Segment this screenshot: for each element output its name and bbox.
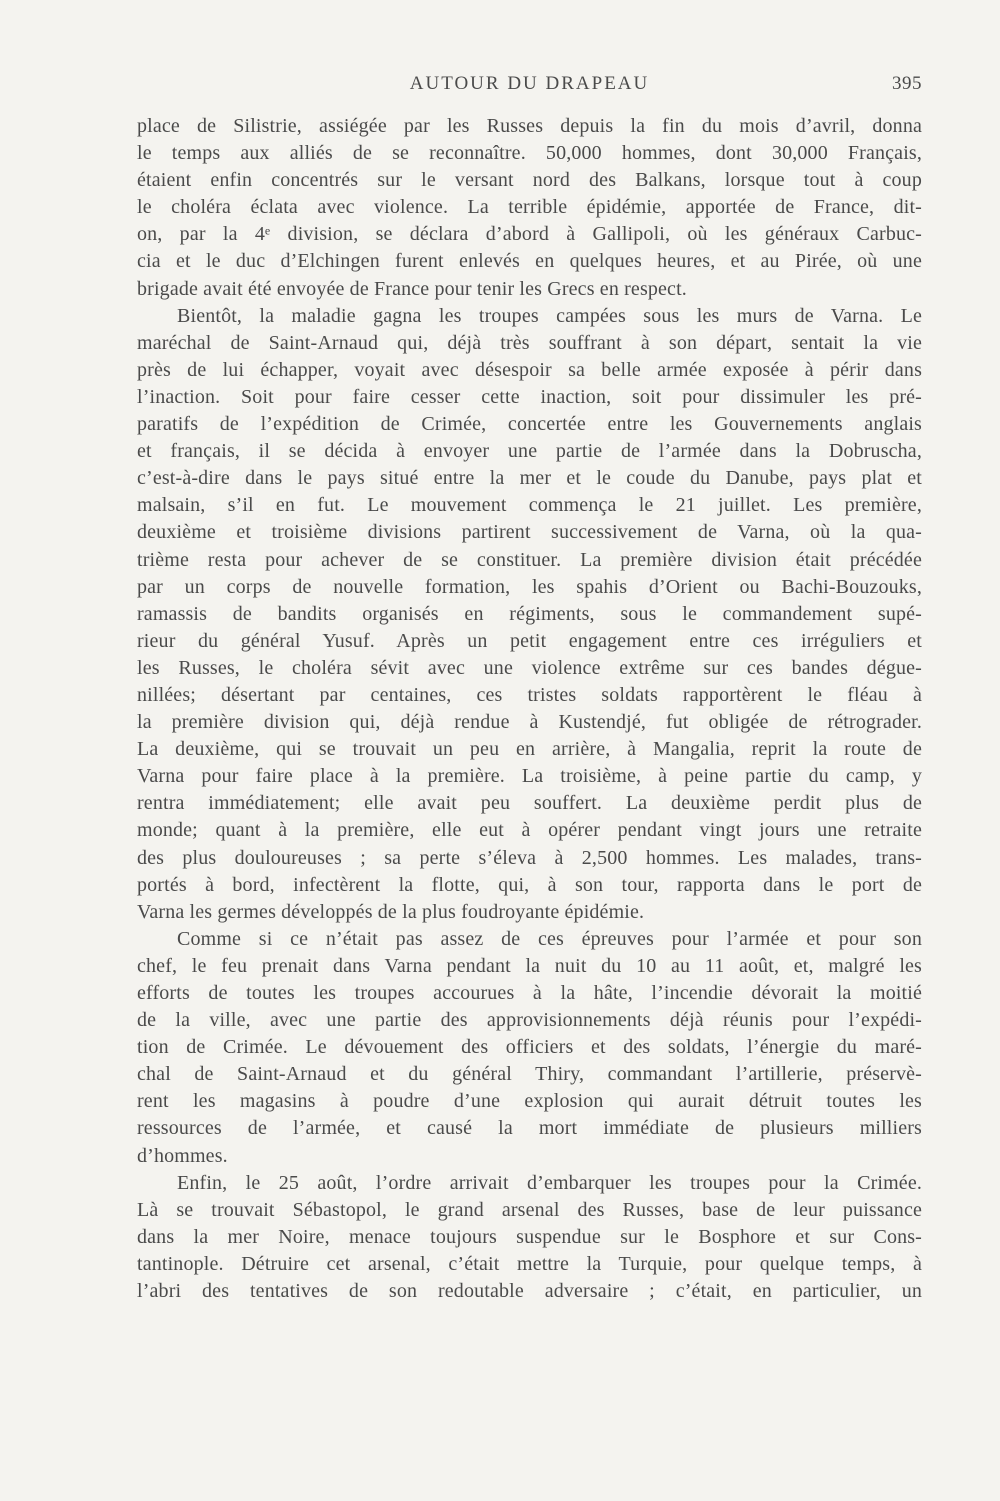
text-line: le choléra éclata avec violence. La terrible épidémie, apportée de France, dit- [137,196,922,219]
paragraph-2 [137,303,922,926]
text-line: nillées; désertant par centaines, ces tristes soldats rapportèrent le fléau à [137,683,922,706]
text-line: par un corps de nouvelle formation, les spahis d’Orient ou Bachi-Bouzouks, [137,575,922,598]
text-line: tion de Crimée. Le dévouement des officiers et des soldats, l’énergie du maré- [137,1036,922,1059]
text-line: La deuxième, qui se trouvait un peu en arrière, à Mangalia, reprit la route de [137,738,922,761]
text-line: et français, il se décida à envoyer une partie de l’armée dans la Dobruscha, [137,440,922,463]
text-line: rentra immédiatement; elle avait peu souffert. La deuxième perdit plus de [137,792,922,815]
text-line: d’hommes. [137,1144,228,1167]
text-line: c’est-à-dire dans le pays situé entre la mer et le coude du Danube, pays plat et [137,467,922,490]
text-line: Enfin, le 25 août, l’ordre arrivait d’embarquer les troupes pour la Crimée. [177,1171,922,1194]
paragraph-3 [137,926,922,1170]
text-line: chef, le feu prenait dans Varna pendant la nuit du 10 au 11 août, et, malgré les [137,954,922,977]
text-line: les Russes, le choléra sévit avec une violence extrême sur ces bandes dégue- [137,656,922,679]
text-line: la première division qui, déjà rendue à Kustendjé, fut obligée de rétrograder. [137,711,922,734]
text-line: l’inaction. Soit pour faire cesser cette inaction, soit pour dissimuler les pré- [137,385,922,408]
text-line: malsain, s’il en fut. Le mouvement commença le 21 juillet. Les première, [137,494,922,517]
text-line: trième resta pour achever de se constituer. La première division était précédée [137,548,922,571]
body-text [137,113,922,1305]
text-line: Comme si ce n’était pas assez de ces épreuves pour l’armée et pour son [177,927,922,950]
text-line: chal de Saint-Arnaud et du général Thiry, commandant l’artillerie, préservè- [137,1063,922,1086]
text-line: portés à bord, infectèrent la flotte, qui, à son tour, rapporta dans le port de [137,873,922,896]
text-line: place de Silistrie, assiégée par les Russes depuis la fin du mois d’avril, donna [137,115,922,137]
page-number: 395 [892,73,922,94]
text-line: l’abri des tentatives de son redoutable adversaire ; c’était, en particulier, un [137,1280,922,1303]
text-line: rieur du général Yusuf. Après un petit engagement entre ces irréguliers et [137,629,922,652]
text-line: de la ville, avec une partie des approvisionnements déjà réunis pour l’expédi- [137,1009,922,1032]
text-line: Varna pour faire place à la première. La troisième, à peine partie du camp, y [137,765,922,788]
text-line: on, par la 4ᵉ division, se déclara d’abord à Gallipoli, où les généraux Carbuc- [137,223,922,246]
text-line: maréchal de Saint-Arnaud qui, déjà très souffrant à son départ, sentait la vie [137,331,922,354]
text-line: efforts de toutes les troupes accourues à la hâte, l’incendie dévorait la moitié [137,982,922,1004]
text-line: brigade avait été envoyée de France pour tenir les Grecs en respect. [137,277,687,300]
text-line: dans la mer Noire, menace toujours suspendue sur le Bosphore et sur Cons- [137,1225,922,1248]
text-line: étaient enfin concentrés sur le versant nord des Balkans, lorsque tout à coup [137,169,922,192]
text-line: deuxième et troisième divisions partirent successivement de Varna, où la qua- [137,521,922,544]
text-line: Bientôt, la maladie gagna les troupes campées sous les murs de Varna. Le [177,304,922,327]
text-line: près de lui échapper, voyait avec désespoir sa belle armée exposée à périr dans [137,358,922,381]
text-line: tantinople. Détruire cet arsenal, c’était mettre la Turquie, pour quelque temps, à [137,1252,922,1275]
text-line: rent les magasins à poudre d’une explosion qui aurait détruit toutes les [137,1090,922,1113]
text-line: monde; quant à la première, elle eut à opérer pendant vingt jours une retraite [137,819,922,842]
text-line: le temps aux alliés de se reconnaître. 50,000 hommes, dont 30,000 Français, [137,142,922,165]
running-title: AUTOUR DU DRAPEAU [409,73,650,94]
text-line: paratifs de l’expédition de Crimée, concertée entre les Gouvernements anglais [137,413,922,436]
text-line: ramassis de bandits organisés en régiments, sous le commandement supé- [137,602,922,625]
paragraph-4 [137,1170,922,1305]
text-line: Là se trouvait Sébastopol, le grand arsenal des Russes, base de leur puissance [137,1198,922,1221]
running-header [137,73,922,99]
text-line: des plus douloureuses ; sa perte s’éleva à 2,500 hommes. Les malades, trans- [137,846,922,869]
text-line: Varna les germes développés de la plus foudroyante épidémie. [137,900,645,923]
paragraph-1 [137,113,922,303]
text-line: cia et le duc d’Elchingen furent enlevés en quelques heures, et au Pirée, où une [137,250,922,273]
text-line: ressources de l’armée, et causé la mort immédiate de plusieurs milliers [137,1117,922,1140]
